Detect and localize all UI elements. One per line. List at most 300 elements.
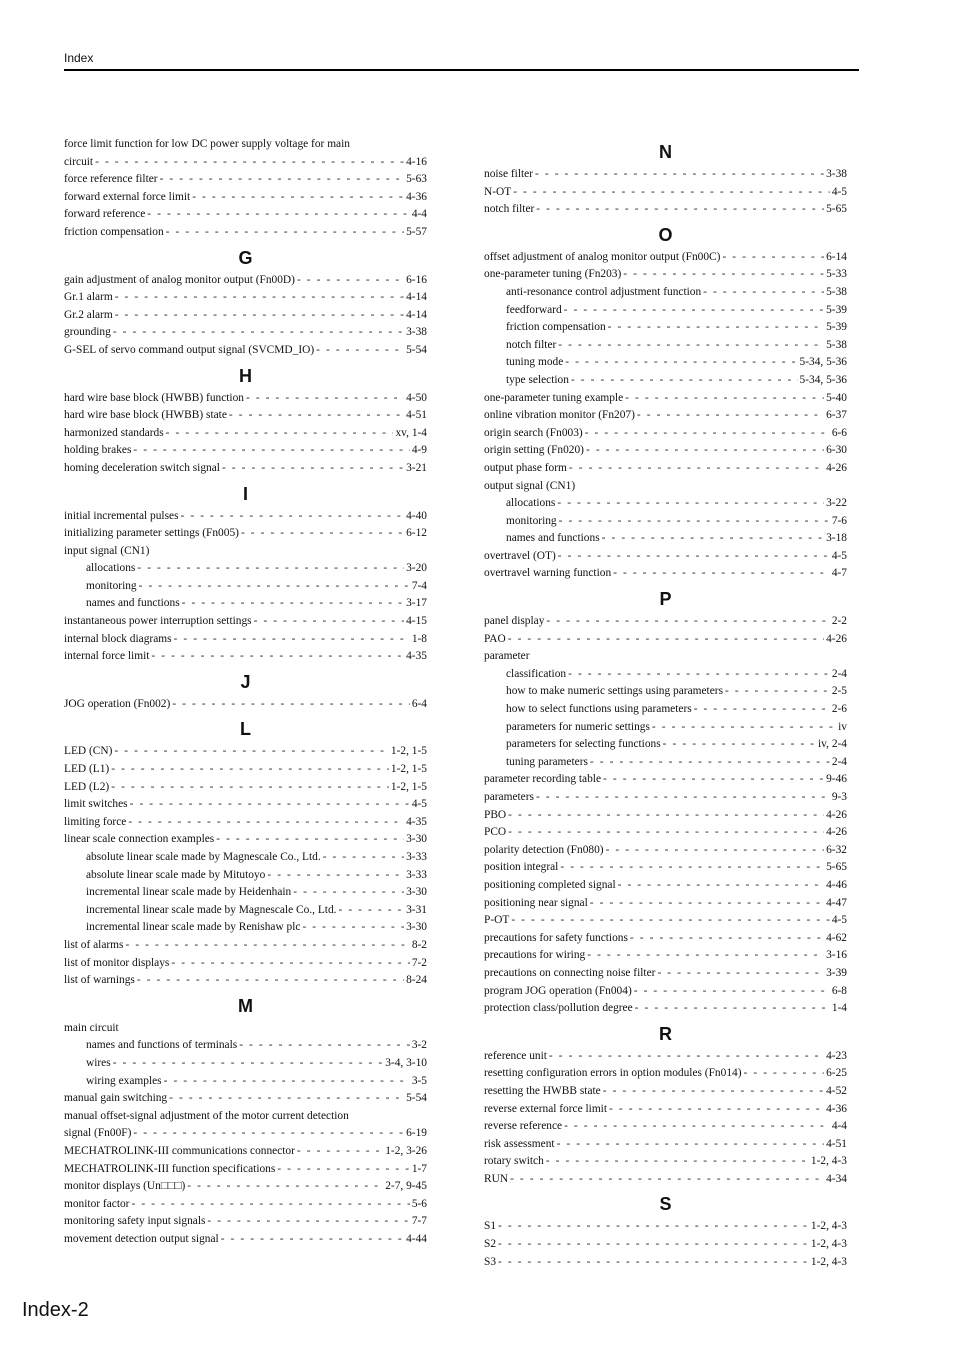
- index-term: force reference filter: [64, 173, 158, 186]
- page-reference: 8-2: [411, 938, 427, 951]
- index-entry: [64, 525, 427, 543]
- dot-leader: [171, 955, 409, 973]
- index-entry: [484, 1171, 847, 1189]
- dot-leader: [608, 319, 824, 337]
- index-term: MECHATROLINK-III function specifications: [64, 1162, 276, 1175]
- page-reference: 3-20: [406, 562, 427, 575]
- dot-leader: [297, 1143, 383, 1161]
- dot-leader: [113, 1055, 384, 1073]
- index-term: PBO: [484, 808, 507, 821]
- dot-leader: [207, 1213, 409, 1231]
- index-term: program JOG operation (Fn004): [484, 984, 632, 997]
- index-entry: [64, 1090, 427, 1108]
- dot-leader: [603, 1083, 824, 1101]
- page-reference: 4-62: [826, 931, 847, 944]
- page-reference: 1-2, 4-3: [810, 1238, 847, 1251]
- page-reference: 3-31: [406, 903, 427, 916]
- index-entry: [64, 761, 427, 779]
- index-entry: [64, 1161, 427, 1179]
- index-term: hard wire base block (HWBB) function: [64, 391, 244, 404]
- index-entry: [64, 407, 427, 425]
- index-entry: [484, 912, 847, 930]
- page-reference: 3-30: [406, 886, 427, 899]
- dot-leader: [585, 425, 830, 443]
- index-entry: [484, 930, 847, 948]
- page-reference: 1-4: [831, 1002, 847, 1015]
- dot-leader: [111, 779, 389, 797]
- index-term: overtravel (OT): [484, 549, 556, 562]
- index-entry: [484, 807, 847, 825]
- index-term: LED (L1): [64, 763, 110, 776]
- index-entry: [64, 136, 427, 154]
- dot-leader: [569, 460, 824, 478]
- page-reference: 2-2: [831, 615, 847, 628]
- page-reference: 3-16: [826, 949, 847, 962]
- page-reference: 5-39: [826, 321, 847, 334]
- index-term: notch filter: [484, 203, 535, 216]
- index-term: feedforward: [506, 303, 562, 316]
- index-term: resetting the HWBB state: [484, 1084, 601, 1097]
- index-entry: [64, 307, 427, 325]
- index-term: instantaneous power interruption settings: [64, 615, 252, 628]
- index-entry: [484, 1136, 847, 1154]
- dot-leader: [513, 184, 830, 202]
- dot-leader: [625, 390, 824, 408]
- index-term: G-SEL of servo command output signal (SVCMD_IO): [64, 343, 315, 356]
- page-reference: 4-26: [826, 808, 847, 821]
- index-subentry: [64, 595, 427, 613]
- dot-leader: [635, 1000, 830, 1018]
- index-term: movement detection output signal: [64, 1232, 219, 1245]
- index-entry: [484, 1000, 847, 1018]
- page-reference: 4-47: [826, 896, 847, 909]
- dot-leader: [722, 249, 824, 267]
- page-reference: iv, 2-4: [818, 738, 847, 751]
- index-entry: [64, 1143, 427, 1161]
- dot-leader: [618, 877, 824, 895]
- dot-leader: [536, 201, 824, 219]
- dot-leader: [508, 807, 824, 825]
- page-reference: 4-35: [406, 815, 427, 828]
- index-term: parameters for numeric settings: [506, 720, 650, 733]
- index-entry: [484, 983, 847, 1001]
- dot-leader: [267, 867, 404, 885]
- page-reference: iv: [838, 720, 847, 733]
- index-entry: [64, 425, 427, 443]
- page-reference: 6-4: [411, 697, 427, 710]
- page-reference: 4-44: [406, 1232, 427, 1245]
- index-entry: [64, 831, 427, 849]
- dot-leader: [602, 530, 824, 548]
- page-reference: 4-14: [406, 291, 427, 304]
- index-subentry: [484, 666, 847, 684]
- page-reference: 1-2, 4-3: [810, 1255, 847, 1268]
- index-entry: [64, 543, 427, 561]
- page-reference: 3-38: [826, 168, 847, 180]
- dot-leader: [111, 761, 389, 779]
- index-term: offset adjustment of analog monitor output (Fn00C): [484, 250, 721, 263]
- index-term: tuning mode: [506, 356, 564, 369]
- dot-leader: [137, 972, 404, 990]
- index-term: MECHATROLINK-III communications connector: [64, 1144, 295, 1157]
- page-reference: 3-5: [411, 1074, 427, 1087]
- index-entry: [484, 166, 847, 184]
- dot-leader: [609, 1101, 824, 1119]
- page-reference: 4-4: [831, 1120, 847, 1133]
- page-reference: 1-2, 1-5: [390, 780, 427, 793]
- dot-leader: [694, 701, 830, 719]
- page-reference: 4-52: [826, 1084, 847, 1097]
- page-reference: 4-26: [826, 632, 847, 645]
- page-reference: 3-21: [406, 461, 427, 474]
- index-term: how to select functions using parameters: [506, 703, 692, 716]
- dot-leader: [115, 289, 404, 307]
- index-term: resetting configuration errors in option modules (Fn014): [484, 1067, 742, 1080]
- dot-leader: [498, 1236, 809, 1254]
- index-term: S3: [484, 1255, 497, 1268]
- index-entry: [484, 548, 847, 566]
- index-term: absolute linear scale made by Magnescale Co., Ltd.: [86, 851, 321, 863]
- index-term: monitoring: [506, 514, 557, 527]
- index-section-letter: R: [659, 1023, 672, 1044]
- dot-leader: [297, 272, 404, 290]
- index-subentry: [64, 1037, 427, 1055]
- page-reference: 2-6: [831, 703, 847, 716]
- dot-leader: [229, 407, 404, 425]
- index-subentry: [64, 1073, 427, 1091]
- index-term: forward reference: [64, 208, 146, 221]
- index-entry: [64, 1196, 427, 1214]
- page-reference: 3-18: [826, 532, 847, 545]
- index-term: homing deceleration switch signal: [64, 461, 220, 474]
- dot-leader: [182, 595, 404, 613]
- index-entry: [484, 1101, 847, 1119]
- index-term: RUN: [484, 1172, 509, 1185]
- index-subentry: [64, 919, 427, 937]
- index-term: rotary switch: [484, 1155, 544, 1168]
- index-entry: [484, 565, 847, 583]
- dot-leader: [623, 266, 824, 284]
- dot-leader: [115, 307, 404, 325]
- page-reference: 5-34, 5-36: [799, 356, 847, 369]
- index-term: classification: [506, 667, 567, 680]
- page-reference: 5-34, 5-36: [799, 373, 847, 386]
- dot-leader: [498, 1218, 809, 1236]
- index-term: allocations: [506, 497, 556, 510]
- page-reference: 4-34: [826, 1172, 847, 1185]
- page-reference: 6-14: [826, 250, 847, 263]
- dot-leader: [508, 824, 824, 842]
- page-reference: 4-14: [406, 308, 427, 321]
- index-entry: [484, 1048, 847, 1066]
- index-term: circuit: [64, 155, 94, 168]
- index-entry: [484, 631, 847, 649]
- index-term: S1: [484, 1220, 497, 1233]
- index-entry: [484, 407, 847, 425]
- dot-leader: [137, 560, 404, 578]
- page-reference: 1-2, 4-3: [810, 1220, 847, 1233]
- index-entry: [484, 1083, 847, 1101]
- index-entry: [64, 743, 427, 761]
- index-term: reference unit: [484, 1049, 547, 1062]
- index-term: precautions for wiring: [484, 949, 586, 962]
- index-term: type selection: [506, 373, 569, 386]
- dot-leader: [277, 1161, 410, 1179]
- index-term: list of alarms: [64, 938, 124, 951]
- page-reference: 5-54: [406, 1092, 427, 1105]
- dot-leader: [571, 372, 798, 390]
- dot-leader: [125, 937, 409, 955]
- index-entry: [484, 249, 847, 267]
- index-term: names and functions of terminals: [86, 1039, 238, 1052]
- dot-leader: [663, 736, 816, 754]
- index-entry: [484, 842, 847, 860]
- page-reference: 7-2: [411, 956, 427, 969]
- page-reference: 6-6: [831, 426, 847, 439]
- index-term: Gr.1 alarm: [64, 291, 113, 304]
- index-term: N-OT: [484, 185, 512, 198]
- index-entry: [484, 184, 847, 202]
- index-entry: [64, 1125, 427, 1143]
- dot-leader: [657, 965, 824, 983]
- dot-leader: [172, 696, 410, 714]
- index-term: notch filter: [506, 338, 557, 351]
- page-reference: 5-38: [826, 285, 847, 298]
- index-subentry: [64, 560, 427, 578]
- index-term: input signal (CN1): [64, 544, 150, 557]
- page-reference: 1-2, 1-5: [390, 745, 427, 758]
- dot-leader: [703, 284, 824, 302]
- dot-leader: [536, 789, 830, 807]
- index-subentry: [64, 902, 427, 920]
- page-reference: 1-2, 3-26: [385, 1144, 427, 1157]
- dot-leader: [564, 302, 824, 320]
- dot-leader: [241, 525, 404, 543]
- index-subentry: [484, 701, 847, 719]
- page-reference: 4-26: [826, 826, 847, 839]
- index-term: allocations: [86, 562, 136, 575]
- index-entry: [64, 796, 427, 814]
- page-reference: 6-37: [826, 409, 847, 422]
- index-term: parameter: [484, 650, 530, 663]
- page-reference: 4-15: [406, 615, 427, 628]
- dot-leader: [133, 442, 409, 460]
- index-term: wires: [86, 1056, 111, 1069]
- dot-leader: [603, 771, 824, 789]
- index-entry: [64, 613, 427, 631]
- index-entry: [484, 442, 847, 460]
- dot-leader: [216, 831, 404, 849]
- index-term: initial incremental pulses: [64, 509, 179, 522]
- page-reference: 1-7: [411, 1162, 427, 1175]
- index-subentry: [484, 372, 847, 390]
- page-reference: 4-5: [411, 798, 427, 811]
- index-term: limit switches: [64, 798, 128, 811]
- index-subentry: [64, 884, 427, 902]
- running-header: Index: [64, 51, 94, 65]
- index-section-letter: L: [240, 719, 251, 740]
- index-section-letter: O: [658, 224, 673, 245]
- index-entry: [484, 613, 847, 631]
- dot-leader: [131, 1196, 409, 1214]
- index-section-letter: S: [659, 1194, 672, 1215]
- dot-leader: [606, 842, 825, 860]
- index-term: precautions on connecting noise filter: [484, 966, 656, 979]
- index-term: absolute linear scale made by Mitutoyo: [86, 868, 266, 881]
- page-reference: 6-25: [826, 1067, 847, 1080]
- index-term: names and functions: [506, 532, 600, 545]
- page-reference: 9-46: [826, 773, 847, 786]
- page-number: Index-2: [22, 1299, 89, 1321]
- page-reference: 4-46: [826, 878, 847, 891]
- index-section-letter: G: [238, 247, 253, 268]
- index-subentry: [484, 284, 847, 302]
- page-reference: 5-40: [826, 391, 847, 404]
- index-term: monitor displays (Un□□□): [64, 1180, 186, 1193]
- dot-leader: [590, 754, 830, 772]
- index-term: force limit function for low DC power supply voltage for main: [64, 138, 350, 150]
- index-entry: [64, 972, 427, 990]
- index-term: holding brakes: [64, 444, 132, 457]
- index-term: overtravel warning function: [484, 567, 612, 580]
- page-reference: 6-32: [826, 843, 847, 856]
- page-reference: 2-7, 9-45: [385, 1180, 427, 1193]
- index-term: linear scale connection examples: [64, 833, 215, 846]
- index-subentry: [484, 337, 847, 355]
- index-term: wiring examples: [86, 1074, 162, 1087]
- header-rule: [64, 69, 859, 71]
- index-entry: [64, 1231, 427, 1249]
- index-section-letter: I: [242, 483, 248, 504]
- index-term: one-parameter tuning example: [484, 391, 624, 404]
- index-subentry: [484, 513, 847, 531]
- dot-leader: [114, 743, 389, 761]
- index-term: PCO: [484, 826, 507, 839]
- page-reference: 6-12: [406, 527, 427, 540]
- index-entry: [64, 206, 427, 224]
- index-entry: [64, 289, 427, 307]
- index-term: Gr.2 alarm: [64, 308, 113, 321]
- page-reference: 3-30: [406, 833, 427, 846]
- dot-leader: [564, 1118, 830, 1136]
- page-reference: 2-5: [831, 685, 847, 698]
- index-term: parameters: [484, 791, 534, 803]
- dot-leader: [316, 342, 404, 360]
- dot-leader: [147, 206, 410, 224]
- index-subentry: [484, 754, 847, 772]
- page-reference: 4-26: [826, 461, 847, 474]
- index-term: risk assessment: [484, 1137, 555, 1150]
- index-term: tuning parameters: [506, 755, 588, 768]
- index-term: origin setting (Fn020): [484, 444, 584, 457]
- index-subentry: [484, 354, 847, 372]
- page-reference: 7-7: [411, 1215, 427, 1228]
- index-term: reverse reference: [484, 1120, 563, 1133]
- index-entry: [484, 947, 847, 965]
- index-term: incremental linear scale made by Renishaw plc: [86, 921, 301, 934]
- page-reference: 4-50: [406, 391, 427, 404]
- index-term: LED (CN): [64, 745, 113, 758]
- index-term: parameter recording table: [484, 773, 602, 786]
- index-term: S2: [484, 1238, 497, 1251]
- page-reference: 5-65: [826, 203, 847, 216]
- index-term: JOG operation (Fn002): [64, 697, 171, 710]
- page-reference: 9-3: [831, 791, 847, 803]
- dot-leader: [239, 1037, 410, 1055]
- page-reference: xv, 1-4: [395, 426, 427, 439]
- dot-leader: [187, 1178, 383, 1196]
- page-reference: 4-4: [411, 208, 427, 221]
- page-reference: 4-5: [831, 185, 847, 198]
- page-reference: 2-4: [831, 755, 847, 768]
- index-entry: [64, 224, 427, 242]
- index-subentry: [64, 867, 427, 885]
- index-entry: [64, 696, 427, 714]
- dot-leader: [498, 1254, 809, 1272]
- index-term: LED (L2): [64, 780, 110, 793]
- dot-leader: [222, 460, 404, 478]
- index-entry: [64, 779, 427, 797]
- dot-leader: [558, 337, 824, 355]
- index-subentry: [484, 530, 847, 548]
- page-reference: 1-2, 1-5: [390, 763, 427, 776]
- index-term: grounding: [64, 326, 111, 339]
- dot-leader: [590, 895, 824, 913]
- dot-leader: [133, 1125, 404, 1143]
- index-entry: [484, 390, 847, 408]
- page-reference: 5-57: [406, 225, 427, 238]
- dot-leader: [535, 166, 824, 184]
- index-term: monitoring safety input signals: [64, 1215, 206, 1228]
- page-reference: 3-33: [406, 851, 427, 863]
- index-term: main circuit: [64, 1021, 119, 1034]
- index-term: online vibration monitor (Fn207): [484, 409, 635, 422]
- page-reference: 3-4, 3-10: [385, 1056, 427, 1069]
- index-term: reverse external force limit: [484, 1102, 608, 1115]
- dot-leader: [511, 912, 830, 930]
- page-reference: 3-17: [406, 597, 427, 610]
- page-reference: 6-30: [826, 444, 847, 457]
- dot-leader: [559, 513, 830, 531]
- dot-leader: [586, 442, 824, 460]
- page-reference: 4-36: [826, 1102, 847, 1115]
- index-term: output signal (CN1): [484, 479, 576, 492]
- index-entry: [484, 877, 847, 895]
- page-reference: 4-5: [831, 549, 847, 562]
- dot-leader: [652, 719, 836, 737]
- index-term: friction compensation: [506, 321, 606, 334]
- index-entry: [484, 895, 847, 913]
- index-entry: [484, 648, 847, 666]
- index-entry: [484, 859, 847, 877]
- index-entry: [484, 425, 847, 443]
- index-entry: [64, 508, 427, 526]
- page-reference: 8-24: [406, 974, 427, 987]
- index-entry: [64, 1020, 427, 1038]
- page-reference: 3-22: [826, 497, 847, 510]
- index-subentry: [64, 578, 427, 596]
- dot-leader: [302, 919, 404, 937]
- index-entry: [484, 1153, 847, 1171]
- index-term: signal (Fn00F): [64, 1127, 132, 1140]
- index-term: internal block diagrams: [64, 632, 172, 645]
- dot-leader: [181, 508, 405, 526]
- dot-leader: [130, 796, 410, 814]
- dot-leader: [160, 171, 405, 189]
- page-reference: 4-9: [411, 444, 427, 457]
- index-term: noise filter: [484, 168, 534, 180]
- index-entry: [64, 1178, 427, 1196]
